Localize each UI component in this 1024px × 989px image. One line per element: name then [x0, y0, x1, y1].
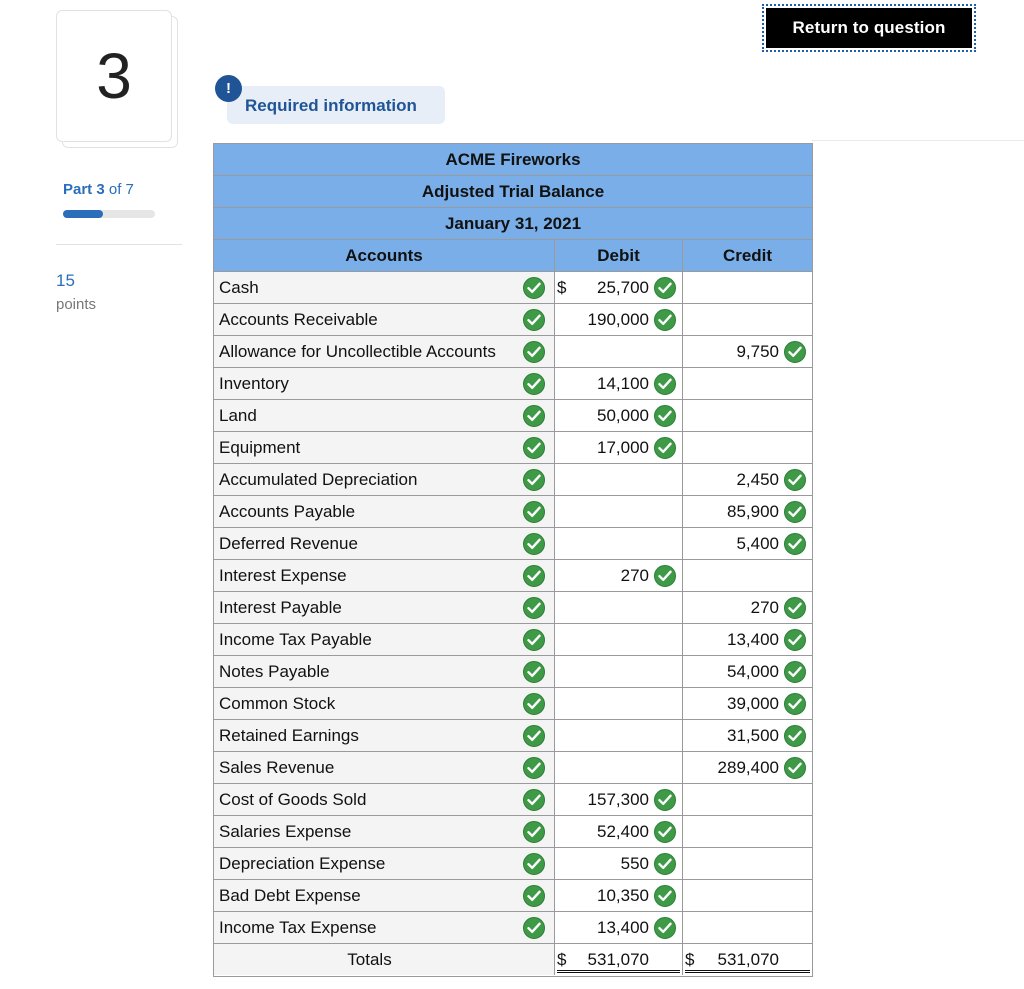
table-row	[214, 592, 812, 624]
debit-cell[interactable]	[555, 496, 683, 527]
credit-cell[interactable]	[683, 624, 812, 655]
correct-check-icon	[784, 469, 806, 491]
table-row	[214, 368, 812, 400]
correct-check-icon	[523, 437, 545, 459]
part-of: of 7	[108, 181, 134, 198]
credit-cell[interactable]	[683, 592, 812, 623]
account-cell[interactable]	[214, 560, 555, 591]
credit-value: 85,900	[727, 502, 779, 521]
correct-check-icon	[523, 821, 545, 843]
table-row	[214, 688, 812, 720]
account-cell[interactable]	[214, 400, 555, 431]
part-indicator	[63, 181, 134, 198]
debit-value: 25,700	[597, 278, 649, 297]
table-row	[214, 528, 812, 560]
credit-cell[interactable]	[683, 336, 812, 367]
debit-value: 550	[620, 854, 649, 873]
account-name: Income Tax Payable	[219, 630, 372, 649]
correct-check-icon	[523, 853, 545, 875]
account-cell[interactable]	[214, 432, 555, 463]
debit-cell[interactable]	[555, 688, 683, 719]
part-current: 3	[96, 181, 105, 198]
account-name: Depreciation Expense	[219, 854, 386, 873]
correct-check-icon	[523, 789, 545, 811]
correct-check-icon	[523, 885, 545, 907]
total-credit-value: 531,070	[717, 950, 779, 969]
table-row	[214, 880, 812, 912]
table-row	[214, 624, 812, 656]
table-row	[214, 784, 812, 816]
credit-value: 13,400	[727, 630, 779, 649]
accounts-header: Accounts	[214, 240, 555, 271]
debit-cell[interactable]	[555, 400, 683, 431]
account-cell[interactable]	[214, 784, 555, 815]
correct-check-icon	[523, 917, 545, 939]
debit-header: Debit	[555, 240, 683, 271]
statement-date: January 31, 2021	[214, 208, 812, 240]
debit-cell[interactable]	[555, 880, 683, 911]
account-cell[interactable]	[214, 464, 555, 495]
correct-check-icon	[523, 277, 545, 299]
correct-check-icon	[523, 373, 545, 395]
account-name: Cost of Goods Sold	[219, 790, 367, 809]
column-header-row	[214, 240, 812, 272]
table-row	[214, 656, 812, 688]
total-debit-cell[interactable]	[555, 944, 683, 975]
correct-check-icon	[523, 597, 545, 619]
debit-value: 17,000	[597, 438, 649, 457]
account-cell[interactable]	[214, 528, 555, 559]
account-cell[interactable]	[214, 656, 555, 687]
correct-check-icon	[523, 693, 545, 715]
debit-value: 13,400	[597, 918, 649, 937]
credit-value: 31,500	[727, 726, 779, 745]
total-credit-cell[interactable]	[683, 944, 812, 975]
correct-check-icon	[784, 693, 806, 715]
table-row	[214, 496, 812, 528]
part-word: Part	[63, 181, 93, 198]
table-row	[214, 432, 812, 464]
divider	[56, 244, 182, 245]
correct-check-icon	[784, 501, 806, 523]
question-number: 3	[96, 40, 132, 112]
account-cell[interactable]	[214, 304, 555, 335]
correct-check-icon	[654, 373, 676, 395]
credit-cell[interactable]	[683, 560, 812, 591]
debit-cell[interactable]	[555, 592, 683, 623]
credit-cell[interactable]	[683, 720, 812, 751]
correct-check-icon	[654, 853, 676, 875]
debit-cell[interactable]	[555, 368, 683, 399]
points-label: points	[56, 296, 97, 313]
correct-check-icon	[523, 725, 545, 747]
totals-row	[214, 944, 812, 976]
debit-cell[interactable]	[555, 816, 683, 847]
credit-header: Credit	[683, 240, 812, 271]
debit-cell[interactable]	[555, 656, 683, 687]
debit-value: 270	[620, 566, 649, 585]
account-cell[interactable]	[214, 912, 555, 943]
account-name: Equipment	[219, 438, 301, 457]
debit-value: 10,350	[597, 886, 649, 905]
account-cell[interactable]	[214, 752, 555, 783]
alert-icon: !	[215, 75, 242, 102]
account-cell[interactable]	[214, 496, 555, 527]
currency-symbol: $	[557, 278, 567, 297]
account-name: Accumulated Depreciation	[219, 470, 418, 489]
account-name: Interest Expense	[219, 566, 347, 585]
account-name: Land	[219, 406, 257, 425]
account-cell[interactable]	[214, 336, 555, 367]
account-name: Income Tax Expense	[219, 918, 377, 937]
credit-value: 2,450	[736, 470, 779, 489]
debit-cell[interactable]	[555, 752, 683, 783]
credit-cell[interactable]	[683, 272, 812, 303]
debit-value: 190,000	[587, 310, 649, 329]
correct-check-icon	[654, 565, 676, 587]
totals-account-cell	[214, 944, 555, 975]
credit-cell[interactable]	[683, 400, 812, 431]
account-name: Deferred Revenue	[219, 534, 358, 553]
credit-cell[interactable]	[683, 656, 812, 687]
debit-cell[interactable]	[555, 624, 683, 655]
correct-check-icon	[523, 565, 545, 587]
account-cell[interactable]	[214, 272, 555, 303]
debit-cell[interactable]	[555, 784, 683, 815]
credit-cell[interactable]	[683, 496, 812, 527]
table-row	[214, 752, 812, 784]
correct-check-icon	[654, 917, 676, 939]
table-row	[214, 272, 812, 304]
currency-symbol: $	[685, 950, 695, 969]
credit-cell[interactable]	[683, 368, 812, 399]
credit-value: 39,000	[727, 694, 779, 713]
debit-cell[interactable]	[555, 272, 683, 303]
credit-cell[interactable]	[683, 688, 812, 719]
account-cell[interactable]	[214, 624, 555, 655]
trial-balance-table	[213, 143, 813, 977]
credit-cell[interactable]	[683, 752, 812, 783]
required-information-label: Required information	[245, 96, 417, 115]
account-name: Retained Earnings	[219, 726, 359, 745]
credit-cell[interactable]	[683, 880, 812, 911]
debit-cell[interactable]	[555, 304, 683, 335]
account-name: Bad Debt Expense	[219, 886, 361, 905]
table-row	[214, 720, 812, 752]
header-divider	[812, 140, 1024, 141]
credit-cell[interactable]	[683, 432, 812, 463]
account-cell[interactable]	[214, 848, 555, 879]
totals-label: Totals	[347, 950, 392, 969]
table-row	[214, 560, 812, 592]
credit-value: 270	[750, 598, 779, 617]
account-name: Notes Payable	[219, 662, 330, 681]
account-name: Accounts Receivable	[219, 310, 378, 329]
correct-check-icon	[654, 885, 676, 907]
correct-check-icon	[784, 757, 806, 779]
account-name: Inventory	[219, 374, 289, 393]
debit-value: 52,400	[597, 822, 649, 841]
account-cell[interactable]	[214, 720, 555, 751]
account-name: Cash	[219, 278, 259, 297]
correct-check-icon	[523, 309, 545, 331]
points-value: 15	[56, 271, 75, 290]
table-row	[214, 400, 812, 432]
part-progress-fill	[63, 210, 103, 218]
account-name: Allowance for Uncollectible Accounts	[219, 342, 496, 361]
double-underline	[685, 970, 810, 973]
account-name: Sales Revenue	[219, 758, 335, 777]
debit-value: 50,000	[597, 406, 649, 425]
currency-symbol: $	[557, 950, 567, 969]
account-name: Common Stock	[219, 694, 336, 713]
correct-check-icon	[654, 789, 676, 811]
account-cell[interactable]	[214, 688, 555, 719]
statement-title: Adjusted Trial Balance	[214, 176, 812, 208]
return-to-question-button[interactable]	[762, 4, 976, 52]
credit-value: 9,750	[736, 342, 779, 361]
correct-check-icon	[523, 405, 545, 427]
account-name: Interest Payable	[219, 598, 342, 617]
table-row	[214, 336, 812, 368]
account-name: Accounts Payable	[219, 502, 356, 521]
company-name: ACME Fireworks	[214, 144, 812, 176]
account-name: Salaries Expense	[219, 822, 352, 841]
debit-cell[interactable]	[555, 848, 683, 879]
account-cell[interactable]	[214, 880, 555, 911]
debit-cell[interactable]	[555, 560, 683, 591]
account-cell[interactable]	[214, 592, 555, 623]
credit-cell[interactable]	[683, 784, 812, 815]
account-cell[interactable]	[214, 816, 555, 847]
debit-cell[interactable]	[555, 336, 683, 367]
table-row	[214, 912, 812, 944]
credit-cell[interactable]	[683, 528, 812, 559]
correct-check-icon	[654, 405, 676, 427]
credit-cell[interactable]	[683, 464, 812, 495]
required-information-banner[interactable]	[227, 86, 445, 124]
total-debit-value: 531,070	[587, 950, 649, 969]
debit-cell[interactable]	[555, 464, 683, 495]
correct-check-icon	[654, 309, 676, 331]
debit-cell[interactable]	[555, 912, 683, 943]
correct-check-icon	[784, 629, 806, 651]
account-cell[interactable]	[214, 368, 555, 399]
credit-cell[interactable]	[683, 304, 812, 335]
table-row	[214, 464, 812, 496]
double-underline	[557, 970, 680, 973]
correct-check-icon	[654, 821, 676, 843]
correct-check-icon	[523, 469, 545, 491]
credit-value: 5,400	[736, 534, 779, 553]
correct-check-icon	[654, 277, 676, 299]
return-to-question-label: Return to question	[766, 8, 972, 48]
correct-check-icon	[523, 501, 545, 523]
correct-check-icon	[784, 597, 806, 619]
table-body	[214, 272, 812, 944]
credit-cell[interactable]	[683, 912, 812, 943]
debit-cell[interactable]	[555, 432, 683, 463]
correct-check-icon	[784, 533, 806, 555]
table-row	[214, 848, 812, 880]
table-row	[214, 816, 812, 848]
debit-cell[interactable]	[555, 720, 683, 751]
table-row	[214, 304, 812, 336]
correct-check-icon	[784, 725, 806, 747]
correct-check-icon	[784, 661, 806, 683]
debit-cell[interactable]	[555, 528, 683, 559]
credit-value: 289,400	[717, 758, 779, 777]
correct-check-icon	[523, 661, 545, 683]
correct-check-icon	[523, 757, 545, 779]
debit-value: 157,300	[587, 790, 649, 809]
question-number-card	[56, 10, 172, 142]
credit-value: 54,000	[727, 662, 779, 681]
correct-check-icon	[523, 629, 545, 651]
correct-check-icon	[523, 533, 545, 555]
correct-check-icon	[523, 341, 545, 363]
part-progress-bar	[63, 210, 155, 218]
credit-cell[interactable]	[683, 816, 812, 847]
correct-check-icon	[654, 437, 676, 459]
credit-cell[interactable]	[683, 848, 812, 879]
debit-value: 14,100	[597, 374, 649, 393]
correct-check-icon	[784, 341, 806, 363]
